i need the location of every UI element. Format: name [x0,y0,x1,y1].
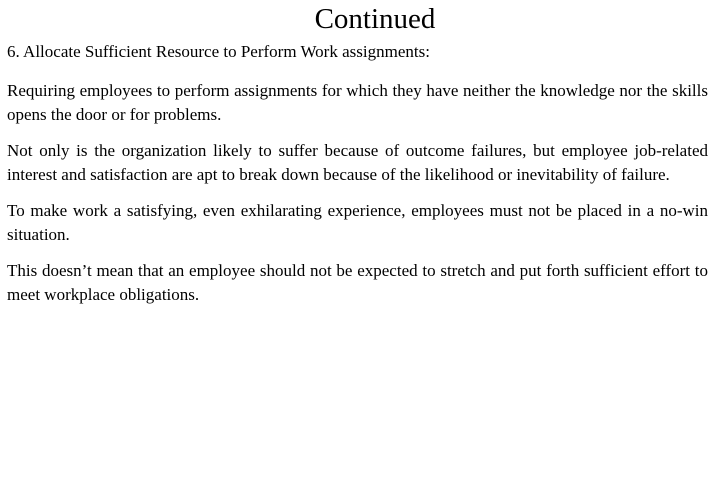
slide-title: Continued [314,3,436,35]
slide-body [7,40,708,319]
paragraph-1: Requiring employees to perform assignments for which they have neither the knowledge nor the skills opens the door or for problems. [7,81,708,124]
paragraph-2: Not only is the organization likely to suffer because of outcome failures, but employee job-related interest and satisfaction are apt to break down because of the likelihood or inevitability of failure. [7,141,708,184]
section-heading: 6. Allocate Sufficient Resource to Perform Work assignments: [7,42,430,61]
paragraph-3: To make work a satisfying, even exhilarating experience, employees must not be placed in a no-win situation. [7,201,708,244]
paragraph-4: This doesn’t mean that an employee should not be expected to stretch and put forth sufficient effort to meet workplace obligations. [7,261,708,304]
